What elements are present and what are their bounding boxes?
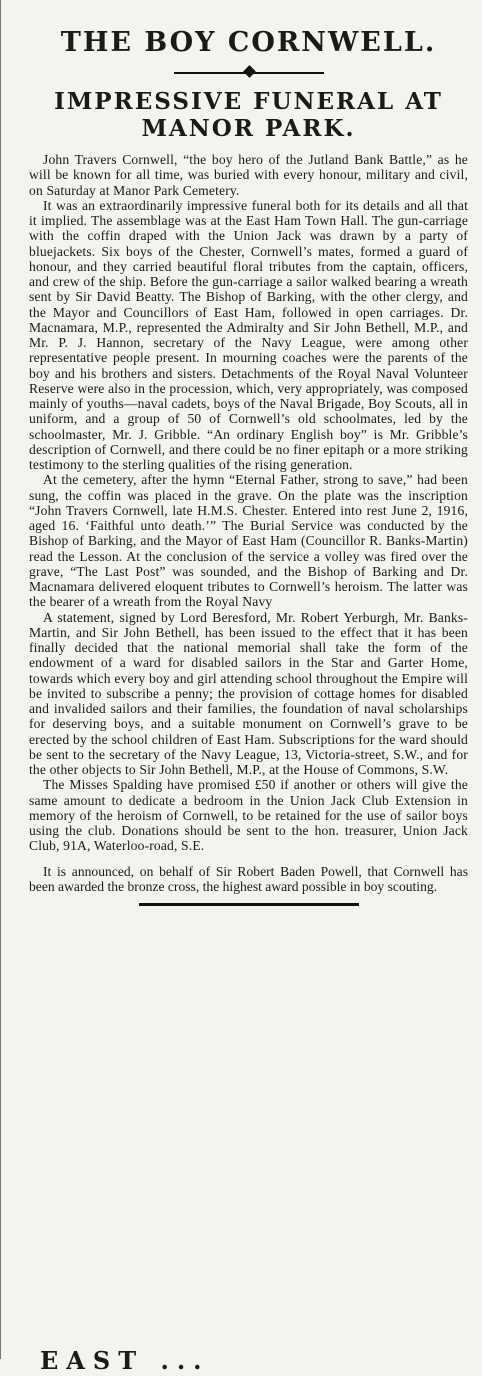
paragraph: A statement, signed by Lord Beresford, Mr. Robert Yerburgh, Mr. Banks-Martin, and Sir John Bethell, has been issued to the effect that it has been finally decided that the national memorial shall take the form of the endowment of a ward for disabled sailors in the Star and Garter Home, towards which every boy and girl attending school throughout the Empire will be invited to subscribe a penny; the provision of cottage homes for disabled and invalided sailors and their families, the foundation of naval scholarships for deserving boys, and a suitable monument on Cornwell’s grave to be erected by the school children of East Ham. Subscriptions for the ward should be sent to the secretary of the Navy League, 13, Victoria-street, S.W., and for the other objects to Sir John Bethell, M.P., at the House of Commons, S.W. xyxy=(29,609,468,777)
ornamental-rule xyxy=(174,66,324,80)
headline: THE BOY CORNWELL. xyxy=(60,27,437,58)
next-article-headline-fragment: EAST ... xyxy=(40,1346,210,1375)
paragraph: The Misses Spalding have promised £50 if another or others will give the same amount to dedicate a bedroom in the Union Jack Club Extension in memory of the heroism of Cornwell, to be retained for the use of sailor boys using the club. Donations should be sent to the hon. treasurer, Union Jack Club, 91A, Waterloo-road, S.E. xyxy=(29,777,468,854)
paragraph: At the cemetery, after the hymn “Eternal Father, strong to save,” had been sung, the coffin was placed in the grave. On the plate was the inscription “John Travers Cornwell, late H.M.S. Chester. Entered into rest June 2, 1916, aged 16. ‘Faithful unto death.’” The Burial Service was conducted by the Bishop of Barking, and the Mayor of East Ham (Councillor R. Banks-Martin) read the Lesson. At the conclusion of the service a volley was fired over the grave, “The Last Post” was sounded, and the Bishop of Barking and Dr. Macnamara delivered eloquent tributes to Cornwell’s heroism. The latter was the bearer of a wreath from the Royal Navy xyxy=(29,472,468,610)
end-rule xyxy=(139,903,359,906)
article-body xyxy=(29,152,468,854)
paragraph: It was an extraordinarily impressive funeral both for its details and all that it implied. The assemblage was at the East Ham Town Hall. The gun-carriage with the coffin draped with the Union Jack was drawn by a party of bluejackets. Six boys of the Chester, Cornwell’s mates, formed a guard of honour, and they carried beautiful floral tributes from the captain, officers, and crew of the ship. Before the gun-carriage a sailor walked bearing a wreath sent by Sir David Beatty. The Bishop of Barking, with the other clergy, and the Mayor and Councillors of East Ham, followed in open carriages. Dr. Macnamara, M.P., represented the Admiralty and Sir John Bethell, M.P., and Mr. P. J. Hannon, secretary of the Navy League, were among other representative people present. In mourning coaches were the parents of the boy and his brothers and sisters. Detachments of the Royal Naval Volunteer Reserve were also in the procession, which, very appropriately, was composed mainly of youths—naval cadets, boys of the Naval Brigade, Boy Scouts, all in uniform, and a group of 50 of Cornwell’s old schoolmates, led by the schoolmaster, Mr. J. Gribble. “An ordinary English boy” is Mr. Gribble’s description of Cornwell, and there could be no finer epitaph or a more striking testimony to the sterling qualities of the rising generation. xyxy=(29,197,468,472)
closing-paragraph: It is announced, on behalf of Sir Robert Baden Powell, that Cornwell has been awarded the bronze cross, the highest award possible in boy scouting. xyxy=(29,863,468,894)
subheadline: IMPRESSIVE FUNERAL AT MANOR PARK. xyxy=(54,88,443,142)
diamond-ornament-icon xyxy=(243,65,256,78)
paragraph: John Travers Cornwell, “the boy hero of the Jutland Bank Battle,” as he will be known for all time, was buried with every honour, military and civil, on Saturday at Manor Park Cemetery. xyxy=(29,152,468,198)
